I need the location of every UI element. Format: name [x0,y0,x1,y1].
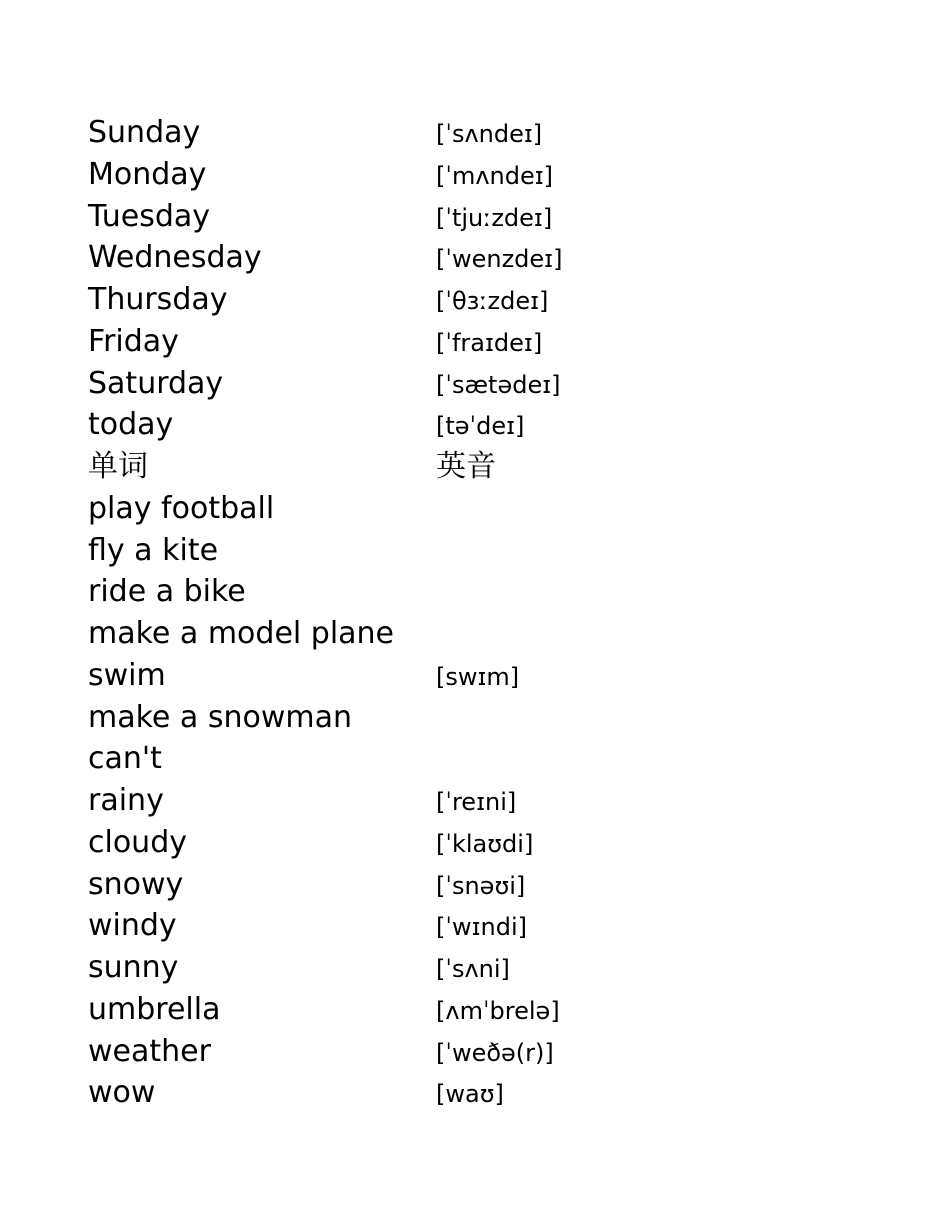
vocab-row [88,279,648,321]
vocab-row [88,822,648,864]
vocab-phonetic: [ˈθɜːzdeɪ] [436,287,549,315]
vocab-word: today [88,407,174,443]
vocab-row [88,1031,648,1073]
vocab-word: cloudy [88,824,187,860]
vocab-word: fly a kite [88,532,219,568]
vocab-phonetic: [ˈtjuːzdeɪ] [436,203,553,232]
vocab-row [88,363,648,405]
vocab-row [88,655,648,697]
vocab-word: wow [88,1075,156,1111]
vocab-row [88,237,648,279]
vocab-word: rainy [88,783,164,818]
vocab-phonetic: [swɪm] [436,662,520,691]
vocab-word: Wednesday [88,240,262,276]
vocab-word: ride a bike [88,574,246,610]
vocabulary-list [88,112,648,1114]
vocab-phonetic: [ˈsʌni] [436,955,510,983]
vocab-row [88,112,648,154]
vocab-word: can't [88,741,162,777]
vocab-word: Sunday [88,115,201,150]
vocab-row [88,404,648,446]
vocab-word: Tuesday [88,198,211,234]
vocab-row [88,154,648,196]
vocab-word: sunny [88,950,179,985]
column-header-phonetic: 英音 [436,449,496,484]
vocab-row [88,613,648,655]
vocab-phonetic: [ˈsætədeɪ] [436,370,561,399]
vocab-phonetic: [ˈreɪni] [436,788,517,816]
vocab-word: snowy [88,866,184,902]
vocab-phonetic: [ˈfraɪdeɪ] [436,328,543,357]
column-header-word: 单词 [88,449,148,484]
vocab-phonetic: [ˈwenzdeɪ] [436,245,563,274]
vocab-row [88,780,648,822]
vocab-word: make a snowman [88,699,352,735]
vocab-phonetic: [ˈmʌndeɪ] [436,161,554,190]
vocab-phonetic: [ˈsnəʊi] [436,871,526,900]
vocab-phonetic: [ˈwɪndi] [436,913,527,942]
vocab-row [88,947,648,989]
vocab-row [88,905,648,947]
vocab-word: umbrella [88,991,221,1027]
vocab-word: play football [88,490,275,526]
vocab-phonetic: [waʊ] [436,1080,504,1109]
vocab-phonetic: [ˈklaʊdi] [436,829,534,858]
vocab-row [88,321,648,363]
vocab-word: Friday [88,323,179,359]
vocab-word: swim [88,657,166,693]
vocab-row [88,989,648,1031]
column-header-row [88,446,648,488]
vocab-row [88,571,648,613]
vocab-row [88,738,648,780]
vocab-row [88,697,648,739]
vocab-word: weather [88,1033,211,1069]
vocab-word: Thursday [88,282,228,317]
vocab-row [88,530,648,572]
vocab-row [88,488,648,530]
vocab-row [88,1072,648,1114]
vocab-phonetic: [ˈweðə(r)] [436,1038,554,1067]
vocab-row [88,196,648,238]
vocab-word: windy [88,908,177,944]
vocab-word: Monday [88,156,207,192]
vocab-row [88,864,648,906]
vocab-phonetic: [təˈdeɪ] [436,412,525,441]
vocab-word: Saturday [88,365,224,401]
vocab-word: make a model plane [88,616,395,651]
vocab-phonetic: [ʌmˈbrelə] [436,996,560,1025]
vocab-phonetic: [ˈsʌndeɪ] [436,120,543,148]
